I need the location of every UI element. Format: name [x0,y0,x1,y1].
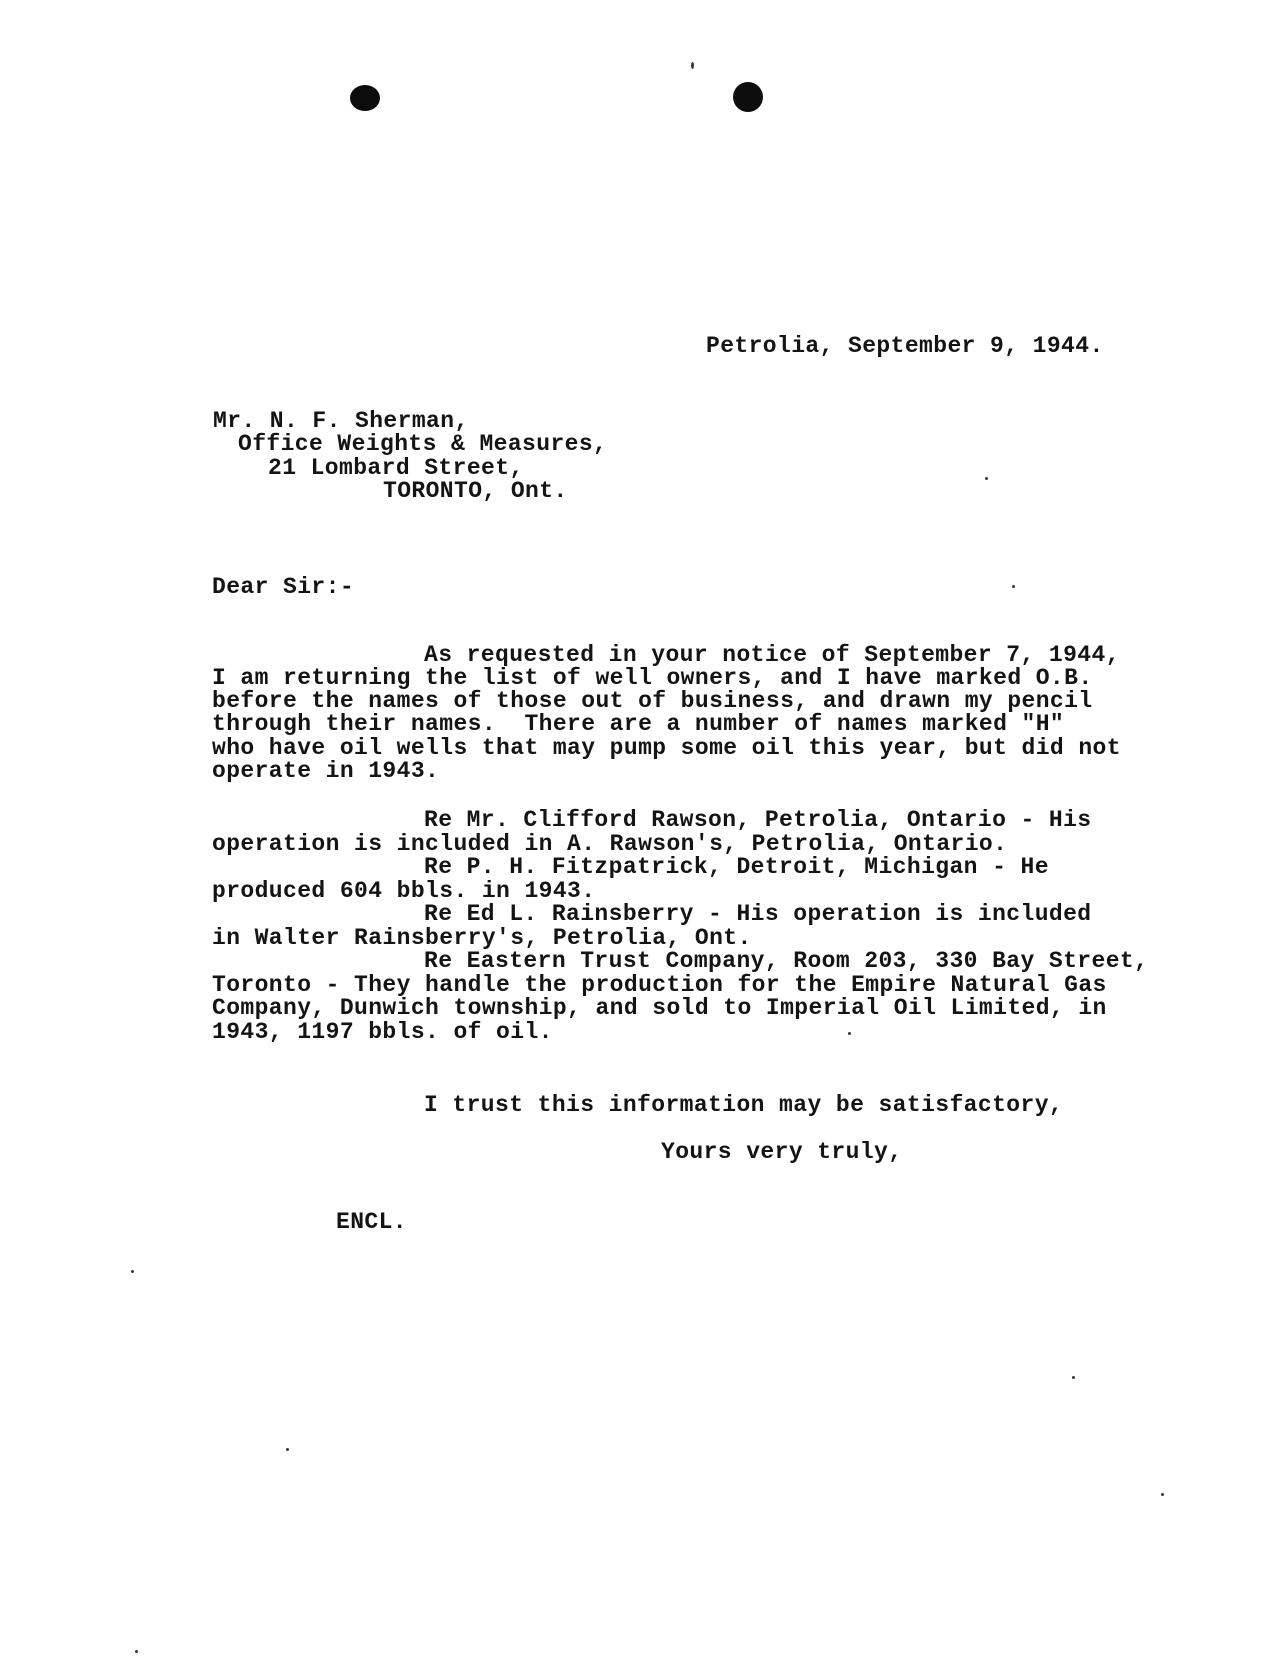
re-line: Company, Dunwich township, and sold to Imperial Oil Limited, in [212,995,1107,1021]
scan-speck [135,1650,138,1653]
paragraph-line: operate in 1943. [212,758,440,784]
scan-speck [691,62,694,69]
re-line: Toronto - They handle the production for the Empire Natural Gas [212,972,1107,998]
re-line: Re Ed L. Rainsberry - His operation is included [424,901,1092,927]
re-line: produced 604 bbls. in 1943. [212,878,596,904]
recipient-street: 21 Lombard Street, [268,455,524,481]
recipient-name: Mr. N. F. Sherman, [213,408,469,434]
recipient-office: Office Weights & Measures, [238,431,608,457]
scan-speck [131,1270,134,1273]
re-line: Re Mr. Clifford Rawson, Petrolia, Ontario - His [424,807,1092,833]
re-line: 1943, 1197 bbls. of oil. [212,1019,553,1045]
enclosure-note: ENCL. [336,1209,408,1235]
scan-speck [1072,1376,1075,1379]
paragraph-line: before the names of those out of business, and drawn my pencil [212,688,1093,714]
scan-speck [286,1448,289,1451]
paragraph-line: who have oil wells that may pump some oil this year, but did not [212,735,1121,761]
complimentary-close: Yours very truly, [661,1139,903,1165]
scan-speck [848,1032,851,1035]
scan-speck [1012,585,1015,588]
scan-speck [1161,1493,1164,1496]
paragraph-line: through their names. There are a number of names marked "H" [212,711,1065,737]
paragraph-line: As requested in your notice of September 7, 1944, [424,642,1120,668]
salutation: Dear Sir:- [212,574,355,600]
recipient-city: TORONTO, Ont. [383,478,568,504]
paragraph-line: I am returning the list of well owners, and I have marked O.B. [212,665,1093,691]
date-line: Petrolia, September 9, 1944. [706,333,1104,359]
re-line: operation is included in A. Rawson's, Petrolia, Ontario. [212,831,1008,857]
re-line: Re P. H. Fitzpatrick, Detroit, Michigan - He [424,854,1049,880]
punch-hole-left [350,85,380,111]
closing-sentence: I trust this information may be satisfactory, [424,1092,1064,1118]
scan-speck [985,477,988,480]
re-line: Re Eastern Trust Company, Room 203, 330 Bay Street, [424,948,1149,974]
punch-hole-right [733,82,763,112]
re-line: in Walter Rainsberry's, Petrolia, Ont. [212,925,752,951]
